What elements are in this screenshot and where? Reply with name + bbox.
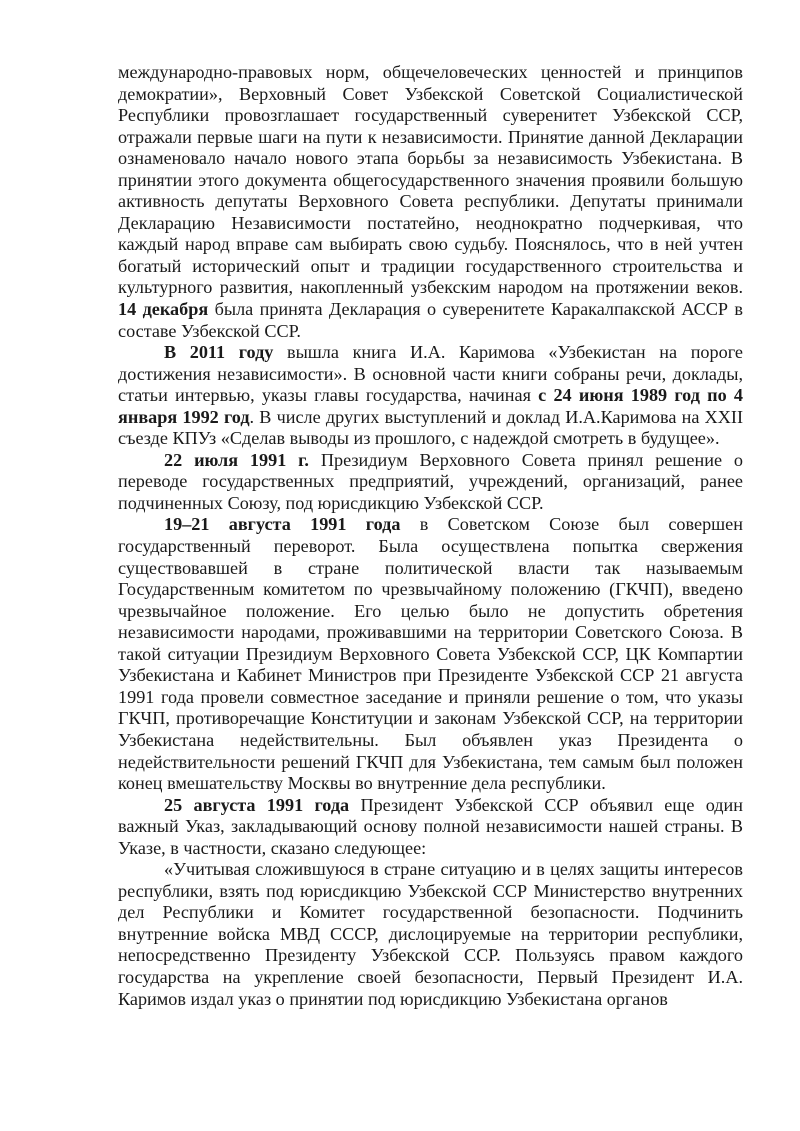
paragraph-declaration [118, 62, 743, 342]
paragraph-text: . В числе других выступлений и доклад И.А.Каримова на XXII съезде КПУз «Сделав выводы из прошлого, с надеждой смотреть в будущее». [118, 406, 743, 449]
bold-date: 19–21 августа 1991 года [164, 514, 401, 535]
paragraph-text: международно-правовых норм, общечеловеческих ценностей и принципов демократии», Верховный Совет Узбекской Советской Социалистической Республики провозглашает государственный суверенитет Узбекской ССР, отражали первые шаги на пути к независимости. Принятие данной Декларации ознаменовало начало нового этапа борьбы за независимость Узбекистана. В принятии этого документа общегосударственного значения проявили большую активность депутаты Верховного Совета республики. Депутаты принимали Декларацию Независимости постатейно, неоднократно подчеркивая, что каждый народ вправе сам выбирать свою судьбу. Пояснялось, что в ней учтен богатый исторический опыт и традиции государственного строительства и культурного развития, накопленный узбекским народом на протяжении веков. [118, 62, 743, 298]
paragraph-text: «Учитывая сложившуюся в стране ситуацию и в целях защиты интересов республики, взять под юрисдикцию Узбекской ССР Министерство внутренних дел Республики и Комитет государственной безопасности. Подчинить внутренние войска МВД СССР, дислоцируемые на территории республики, непосредственно Президенту Узбекской ССР. Пользуясь правом каждого государства на укрепление своей безопасности, Первый Президент И.А. Каримов издал указ о принятии под юрисдикцию Узбекистана органов [118, 859, 743, 1009]
bold-date: В 2011 году [164, 342, 274, 363]
paragraph-decree-quote [118, 859, 743, 1010]
paragraph-text: была принята Декларация о суверенитете Каракалпакской АССР в составе Узбекской ССР. [118, 299, 743, 341]
bold-date: 25 августа 1991 года [164, 794, 350, 815]
paragraph-august-coup [118, 514, 743, 794]
paragraph-text: Президиум Верховного Совета принял решение о переводе государственных предприятий, учреждений, организаций, ранее подчиненных Союзу, под юрисдикцию Узбекской ССР. [118, 449, 743, 513]
bold-date: с 24 июня 1989 год по 4 января 1992 год [118, 385, 743, 427]
document-body [118, 62, 743, 1010]
paragraph-july-1991 [118, 450, 743, 515]
paragraph-august-25 [118, 795, 743, 860]
bold-date: 14 декабря [118, 299, 209, 320]
paragraph-text: Президент Узбекской ССР объявил еще один важный Указ, закладывающий основу полной независимости нашей страны. В Указе, в частности, сказано следующее: [118, 794, 743, 858]
paragraph-text: вышла книга И.А. Каримова «Узбекистан на пороге достижения независимости». В основной части книги собраны речи, доклады, статьи интервью, указы главы государства, начиная [118, 342, 743, 406]
bold-date: 22 июля 1991 г. [164, 449, 309, 470]
paragraph-text: в Советском Союзе был совершен государственный переворот. Была осуществлена попытка свержения существовавшей в стране политической власти так называемым Государственным комитетом по чрезвычайному положению (ГКЧП), введено чрезвычайное положение. Его целью было не допустить обретения независимости народами, проживавшими на территории Советского Союза. В такой ситуации Президиум Верховного Совета Узбекской ССР, ЦК Компартии Узбекистана и Кабинет Министров при Президенте Узбекской ССР 21 августа 1991 года провели совместное заседание и приняли решение о том, что указы ГКЧП, противоречащие Конституции и законам Узбекской ССР, на территории Узбекистана недействительны. Был объявлен указ Президента о недействительности решений ГКЧП для Узбекистана, тем самым был положен конец вмешательству Москвы во внутренние дела республики. [118, 514, 743, 794]
paragraph-book-2011 [118, 342, 743, 450]
